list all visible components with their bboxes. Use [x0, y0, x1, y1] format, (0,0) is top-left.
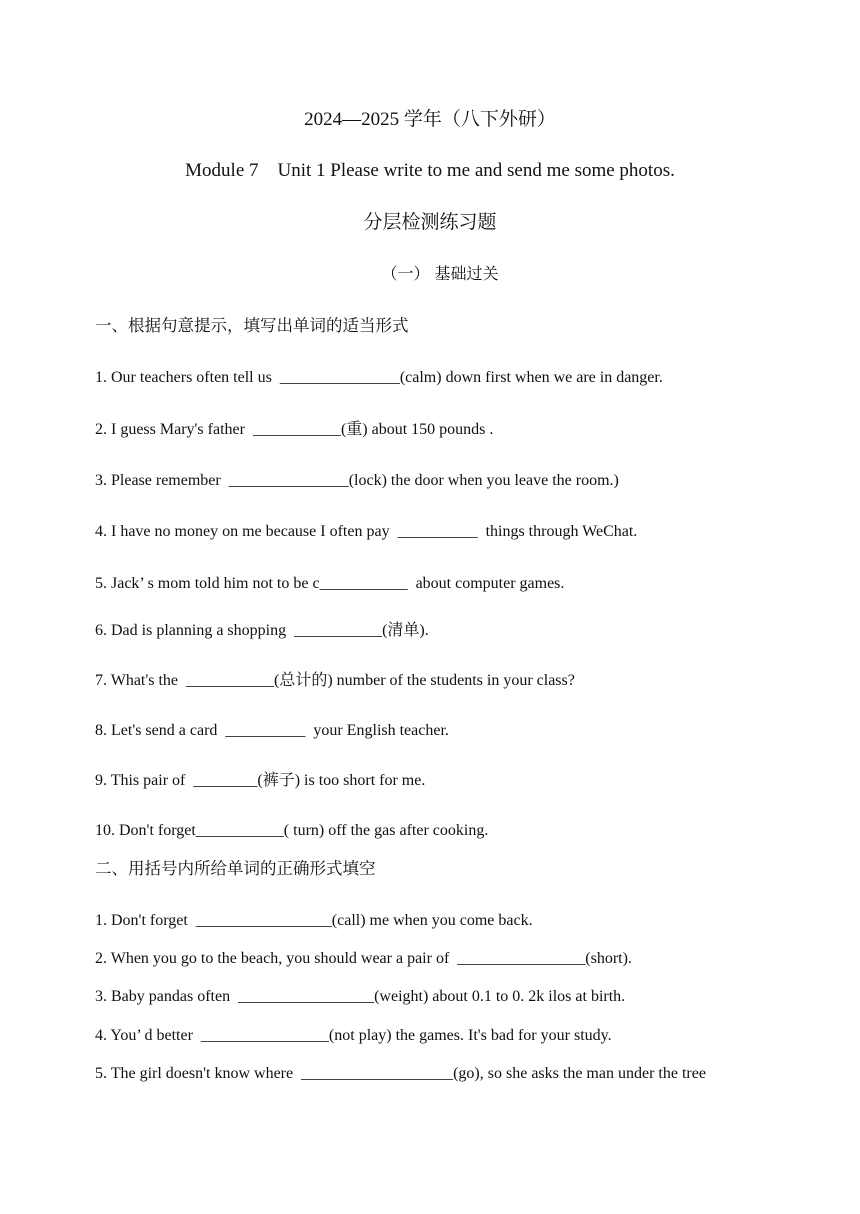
section-1-item: 4. I have no money on me because I often pay __________ things through WeChat.	[95, 523, 638, 540]
year-title: 2024—2025 学年（八下外研）	[304, 109, 556, 130]
level-title: （一） 基础过关	[381, 264, 499, 283]
section-2-item: 5. The girl doesn't know where ___________________(go), so she asks the man under the tree	[95, 1065, 706, 1082]
section-1-item: 10. Don't forget___________( turn) off the gas after cooking.	[95, 822, 489, 839]
section-1-item: 8. Let's send a card __________ your English teacher.	[95, 722, 449, 739]
section-1-item: 9. This pair of ________(裤子) is too short for me.	[95, 772, 426, 789]
section-2-item: 2. When you go to the beach, you should wear a pair of ________________(short).	[95, 950, 632, 967]
section-1-item: 6. Dad is planning a shopping ___________(清单).	[95, 622, 429, 639]
section-1-item: 2. I guess Mary's father ___________(重) about 150 pounds .	[95, 421, 494, 438]
module-title: Module 7 Unit 1 Please write to me and send me some photos.	[185, 160, 675, 181]
section-1-item: 3. Please remember _______________(lock) the door when you leave the room.)	[95, 472, 619, 489]
section-1-item: 5. Jack’ s mom told him not to be c___________ about computer games.	[95, 575, 565, 592]
section-2-item: 3. Baby pandas often _________________(weight) about 0.1 to 0. 2k ilos at birth.	[95, 988, 626, 1005]
section-1-heading: 一、根据句意提示，填写出单词的适当形式	[95, 316, 409, 335]
section-2-heading: 二、用括号内所给单词的正确形式填空	[95, 859, 376, 878]
section-2-item: 1. Don't forget _________________(call) me when you come back.	[95, 912, 533, 929]
section-1-item: 7. What's the ___________(总计的) number of the students in your class?	[95, 672, 575, 689]
section-1-item: 1. Our teachers often tell us _______________(calm) down first when we are in danger.	[95, 369, 663, 386]
document-title: 分层检测练习题	[363, 211, 497, 233]
section-2-item: 4. You’ d better ________________(not play) the games. It's bad for your study.	[95, 1027, 612, 1044]
